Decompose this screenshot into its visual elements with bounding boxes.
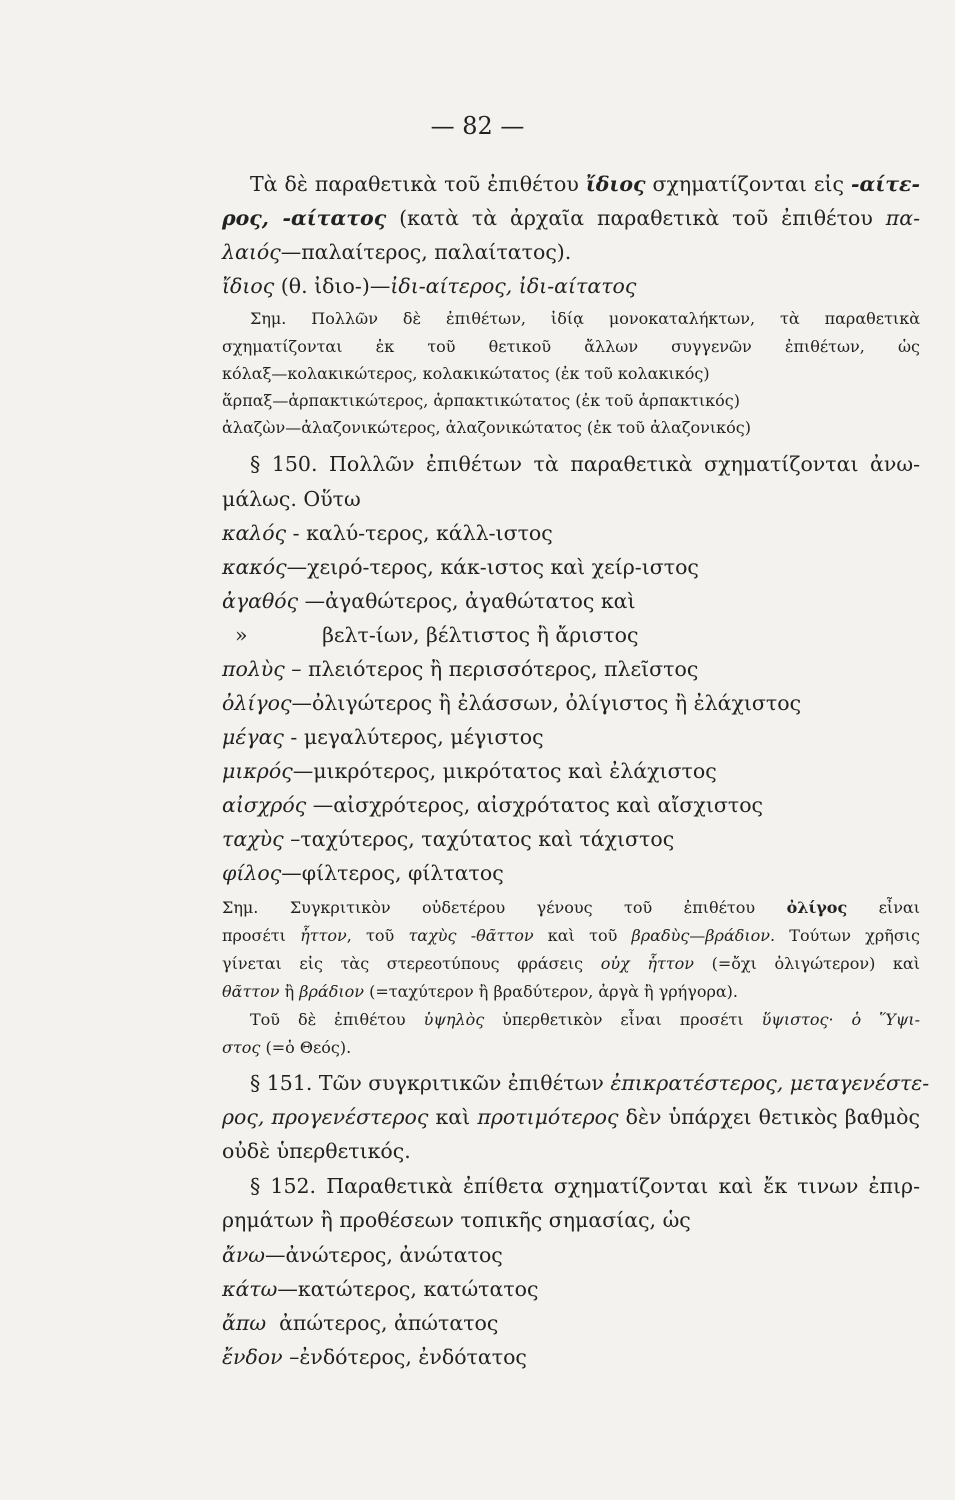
comparison-row: πολὺς – πλειότερος ἢ περισσότερος, πλεῖστος (222, 657, 699, 681)
note2-line-1: Σημ. Συγκριτικὸν οὐδετέρου γένους τοῦ ἐπιθέτου ὀλίγος εἶναι (222, 898, 921, 917)
adverb-row: κάτω—κατώτερος, κατώτατος (222, 1277, 539, 1301)
note1-line-5: ἀλαζὼν—ἀλαζονικώτερος, ἀλαζονικώτατος (ἐκ τοῦ ἀλαζονικός) (222, 418, 751, 437)
note1-line-3: κόλαξ—κολακικώτερος, κολακικώτατος (ἐκ τοῦ κολακικός) (222, 364, 710, 383)
note2-line-5: Τοῦ δὲ ἐπιθέτου ὑψηλὸς ὑπερθετικὸν εἶναι προσέτι ὕψιστος· ὁ Ὕψι- (250, 1010, 921, 1029)
section-151-line-3: οὐδὲ ὑπερθετικός. (222, 1139, 411, 1163)
note2-line-6: στος (=ὁ Θεός). (222, 1038, 352, 1057)
intro-line-1: Τὰ δὲ παραθετικὰ τοῦ ἐπιθέτου ἴδιος σχηματίζονται εἰς -αίτε- (250, 172, 920, 196)
adverb-row: ἔνδον –ἐνδότερος, ἐνδότατος (222, 1345, 527, 1369)
note1-line-4: ἅρπαξ—ἁρπακτικώτερος, ἁρπακτικώτατος (ἐκ τοῦ ἁρπακτικός) (222, 391, 740, 410)
section-152-line-2: ρημάτων ἢ προθέσεων τοπικῆς σημασίας, ὡς (222, 1208, 691, 1232)
page-number: — 82 — (430, 112, 525, 140)
note1-line-2: σχηματίζονται ἐκ τοῦ θετικοῦ ἄλλων συγγενῶν ἐπιθέτων, ὡς (222, 337, 920, 356)
comparison-row: ἀγαθός —ἀγαθώτερος, ἀγαθώτατος καὶ (222, 589, 636, 613)
note2-line-2: προσέτι ἧττον, τοῦ ταχὺς -θᾶττον καὶ τοῦ βραδὺς—βράδιον. Τούτων χρῆσις (222, 926, 921, 945)
section-150-line-2: μάλως. Οὕτω (222, 487, 361, 511)
comparison-row: ὀλίγος—ὀλιγώτερος ἢ ἐλάσσων, ὀλίγιστος ἢ ἐλάχιστος (222, 691, 802, 715)
comparison-row: » βελτ-ίων, βέλτιστος ἢ ἄριστος (235, 623, 639, 647)
comparison-row: φίλος—φίλτερος, φίλτατος (222, 861, 504, 885)
section-152-line-1: § 152. Παραθετικὰ ἐπίθετα σχηματίζονται καὶ ἔκ τινων ἐπιρ- (250, 1174, 920, 1198)
section-151-line-2: ρος, προγενέστερος καὶ προτιμότερος δὲν ὑπάρχει θετικὸς βαθμὸς (222, 1105, 920, 1129)
comparison-row: μικρός—μικρότερος, μικρότατος καὶ ἐλάχιστος (222, 759, 717, 783)
comparison-row: ταχὺς –ταχύτερος, ταχύτατος καὶ τάχιστος (222, 827, 675, 851)
intro-line-3: λαιός—παλαίτερος, παλαίτατος). (222, 240, 572, 264)
intro-line-4: ἴδιος (θ. ἰδιο-)—ἰδι-αίτερος, ἰδι-αίτατος (222, 274, 637, 298)
note2-line-4: θᾶττον ἢ βράδιον (=ταχύτερον ἢ βραδύτερον, ἀργὰ ἢ γρήγορα). (222, 982, 738, 1001)
section-151-line-1: § 151. Τῶν συγκριτικῶν ἐπιθέτων ἐπικρατέστερος, μεταγενέστε- (250, 1071, 930, 1095)
comparison-row: κακός—χειρό-τερος, κάκ-ιστος καὶ χείρ-ιστος (222, 555, 699, 579)
note2-line-3: γίνεται εἰς τὰς στερεοτύπους φράσεις οὐχ ἧττον (=ὄχι ὀλιγώτερον) καὶ (222, 954, 921, 973)
adverb-row: ἄνω—ἀνώτερος, ἀνώτατος (222, 1243, 503, 1267)
note1-line-1: Σημ. Πολλῶν δὲ ἐπιθέτων, ἰδίᾳ μονοκαταλήκτων, τὰ παραθετικὰ (250, 309, 920, 328)
section-150-line-1: § 150. Πολλῶν ἐπιθέτων τὰ παραθετικὰ σχηματίζονται ἀνω- (250, 452, 920, 476)
comparison-row: καλός - καλύ-τερος, κάλλ-ιστος (222, 521, 553, 545)
intro-line-2: ρος, -αίτατος (κατὰ τὰ ἀρχαῖα παραθετικὰ τοῦ ἐπιθέτου πα- (222, 206, 920, 230)
comparison-row: μέγας - μεγαλύτερος, μέγιστος (222, 725, 544, 749)
adverb-row: ἄπω ἀπώτερος, ἀπώτατος (222, 1311, 499, 1335)
comparison-row: αἰσχρός —αἰσχρότερος, αἰσχρότατος καὶ αἴσχιστος (222, 793, 764, 817)
